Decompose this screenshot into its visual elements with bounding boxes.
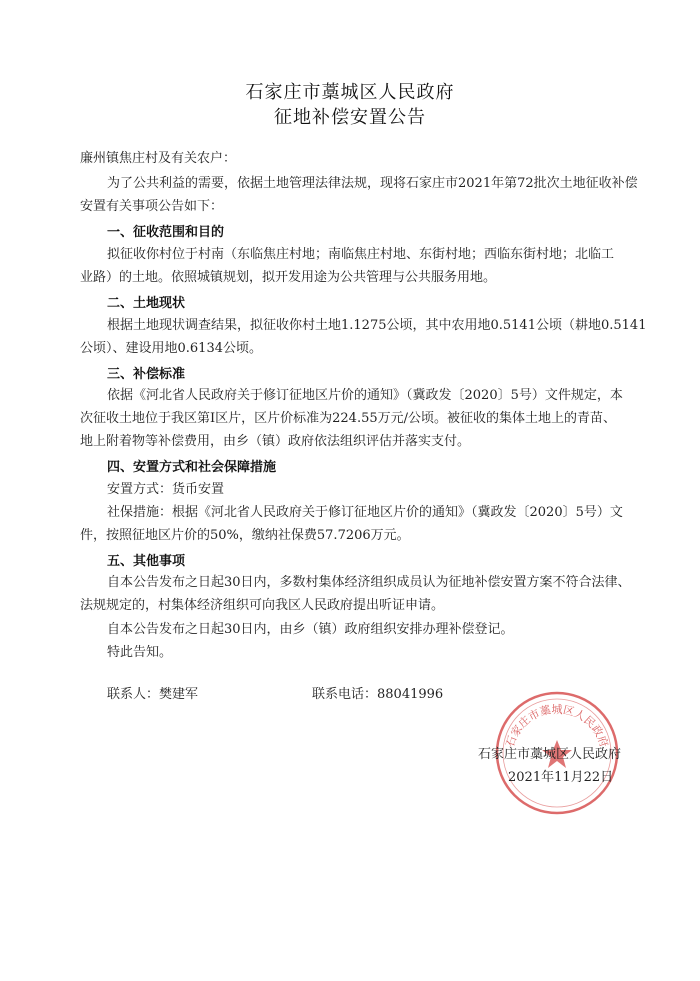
section-4-line-3: 件，按照征地区片价的50%，缴纳社保费57.7206万元。 (80, 528, 410, 543)
section-3-line-1: 依据《河北省人民政府关于修订征地区片价的通知》（冀政发〔2020〕5号）文件规定，本 (107, 388, 623, 403)
section-1-line-2: 业路）的土地。依照城镇规划，拟开发用途为公共管理与公共服务用地。 (80, 270, 497, 285)
section-5-heading: 五、其他事项 (107, 554, 186, 569)
section-5-line-3: 自本公告发布之日起30日内，由乡（镇）政府组织安排办理补偿登记。 (107, 622, 514, 637)
section-4-line-2: 社保措施：根据《河北省人民政府关于修订征地区片价的通知》（冀政发〔2020〕5号）文 (107, 505, 623, 520)
intro-line-2: 安置有关事项公告如下： (80, 199, 224, 214)
section-1-heading: 一、征收范围和目的 (107, 225, 225, 240)
svg-text:石家庄市藁城区人民政府: 石家庄市藁城区人民政府 (503, 703, 611, 749)
section-2-line-2: 公顷）、建设用地0.6134公顷。 (80, 341, 262, 356)
section-3-line-2: 次征收土地位于我区第Ⅰ区片，区片价标准为224.55万元/公顷。被征收的集体土地上的青苗、 (80, 411, 617, 426)
contact-phone: 联系电话：88041996 (312, 687, 444, 702)
section-3-heading: 三、补偿标准 (107, 367, 186, 382)
signature-org: 石家庄市藁城区人民政府 (478, 747, 622, 762)
document-subtitle: 征地补偿安置公告 (274, 107, 426, 128)
section-5-line-2: 法规规定的，村集体经济组织可向我区人民政府提出听证申请。 (80, 598, 445, 613)
document-title: 石家庄市藁城区人民政府 (245, 82, 455, 103)
section-2-line-1: 根据土地现状调查结果，拟征收你村土地1.1275公顷，其中农用地0.5141公顷（耕地0.5141 (107, 318, 647, 333)
intro-line-1: 为了公共利益的需要，依据土地管理法律法规，现将石家庄市2021年第72批次土地征收补偿 (107, 176, 638, 191)
section-2-heading: 二、土地现状 (107, 296, 186, 311)
section-4-heading: 四、安置方式和社会保障措施 (107, 460, 277, 475)
contact-person: 联系人：樊建军 (107, 687, 199, 702)
addressee: 廉州镇焦庄村及有关农户： (80, 151, 237, 166)
section-3-line-3: 地上附着物等补偿费用，由乡（镇）政府依法组织评估并落实支付。 (80, 434, 471, 449)
section-4-line-1: 安置方式：货币安置 (107, 482, 225, 497)
section-5-line-4: 特此告知。 (107, 645, 173, 660)
section-5-line-1: 自本公告发布之日起30日内，多数村集体经济组织成员认为征地补偿安置方案不符合法律、 (107, 575, 631, 590)
section-1-line-1: 拟征收你村位于村南（东临焦庄村地；南临焦庄村地、东街村地；西临东街村地；北临工 (107, 247, 615, 262)
signature-date: 2021年11月22日 (508, 770, 614, 785)
